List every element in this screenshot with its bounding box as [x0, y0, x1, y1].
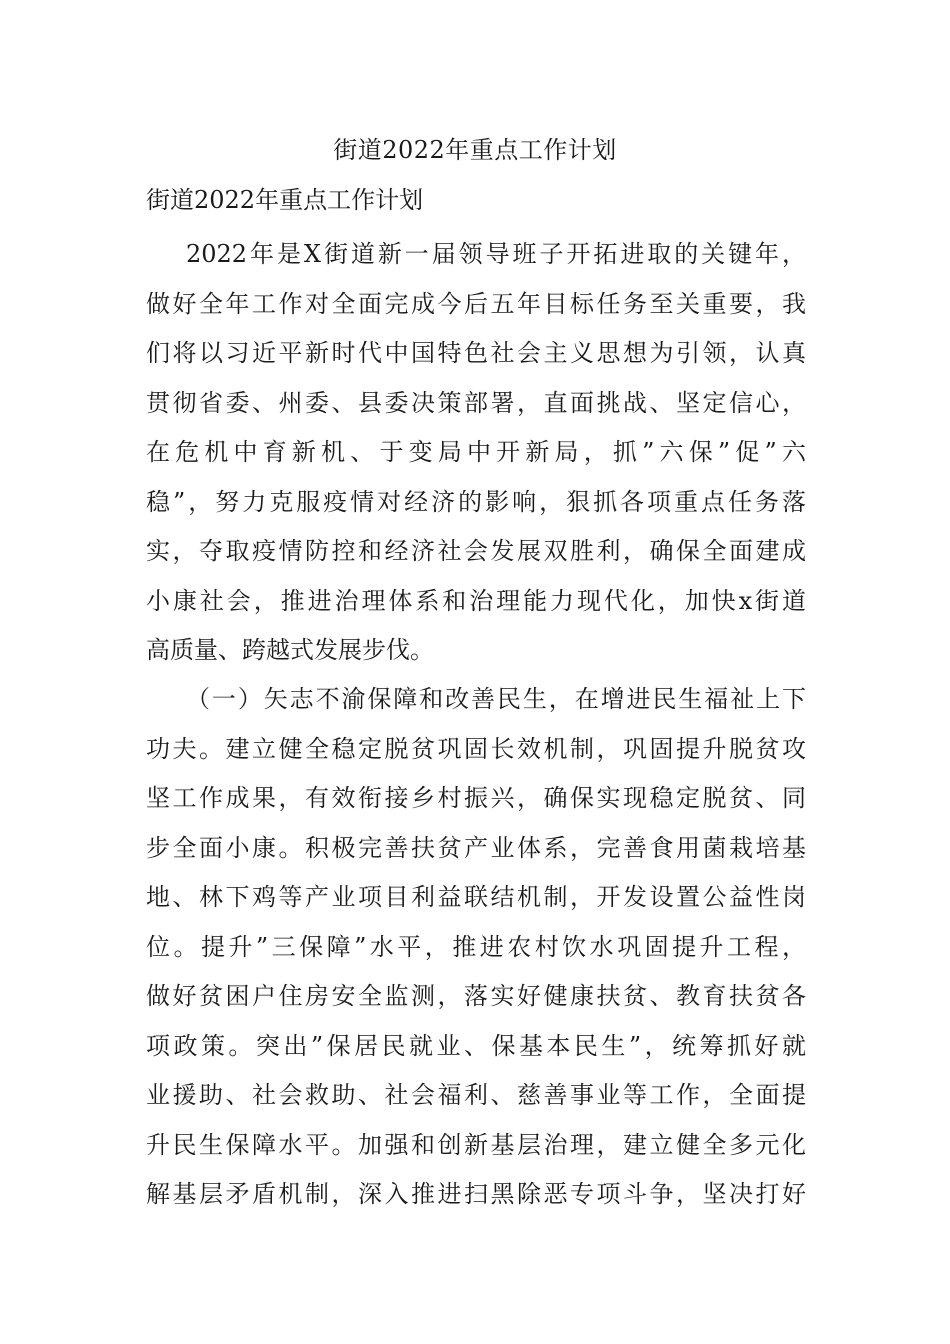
text-line: 做好贫困户住房安全监测，落实好健康扶贫、教育扶贫各 [146, 982, 806, 1010]
text-line: 小康社会，推进治理体系和治理能力现代化，加快x街道 [146, 586, 806, 615]
text-line: 步全面小康。积极完善扶贫产业体系，完善食用菌栽培基 [146, 833, 806, 862]
text-line: 功夫。建立健全稳定脱贫巩固长效机制，巩固提升脱贫攻 [146, 734, 806, 763]
text-line: 2022年是X街道新一届领导班子开拓进取的关键年， [186, 240, 806, 268]
text-line: 在危机中育新机、于变局中开新局，抓”六保”促”六 [146, 438, 806, 466]
text-line: 解基层矛盾机制，深入推进扫黑除恶专项斗争，坚决打好 [146, 1180, 806, 1208]
text-line: 高质量、跨越式发展步伐。 [146, 636, 434, 664]
text-line: 位。提升”三保障”水平，推进农村饮水巩固提升工程， [146, 932, 806, 961]
text-line: 们将以习近平新时代中国特色社会主义思想为引领，认真 [146, 339, 806, 367]
paragraph-section-1 [146, 675, 806, 1220]
paragraph-intro [146, 230, 806, 676]
text-line: 地、林下鸡等产业项目利益联结机制，开发设置公益性岗 [146, 883, 806, 911]
text-line: 实，夺取疫情防控和经济社会发展双胜利，确保全面建成 [146, 537, 806, 565]
text-line: 稳”，努力克服疫情对经济的影响，狠抓各项重点任务落 [146, 487, 806, 516]
document-title: 街道2022年重点工作计划 [333, 136, 617, 164]
text-line: 坚工作成果，有效衔接乡村振兴，确保实现稳定脱贫、同 [146, 784, 806, 812]
document-subtitle: 街道2022年重点工作计划 [146, 186, 424, 214]
text-line: （一）矢志不渝保障和改善民生，在增进民生福祉上下 [186, 685, 806, 713]
text-line: 升民生保障水平。加强和创新基层治理，建立健全多元化 [146, 1130, 806, 1159]
text-line: 贯彻省委、州委、县委决策部署，直面挑战、坚定信心， [146, 388, 806, 417]
text-line: 项政策。突出”保居民就业、保基本民生”，统筹抓好就 [146, 1031, 806, 1060]
text-line: 做好全年工作对全面完成今后五年目标任务至关重要，我 [146, 289, 806, 318]
text-line: 业援助、社会救助、社会福利、慈善事业等工作，全面提 [146, 1081, 806, 1109]
